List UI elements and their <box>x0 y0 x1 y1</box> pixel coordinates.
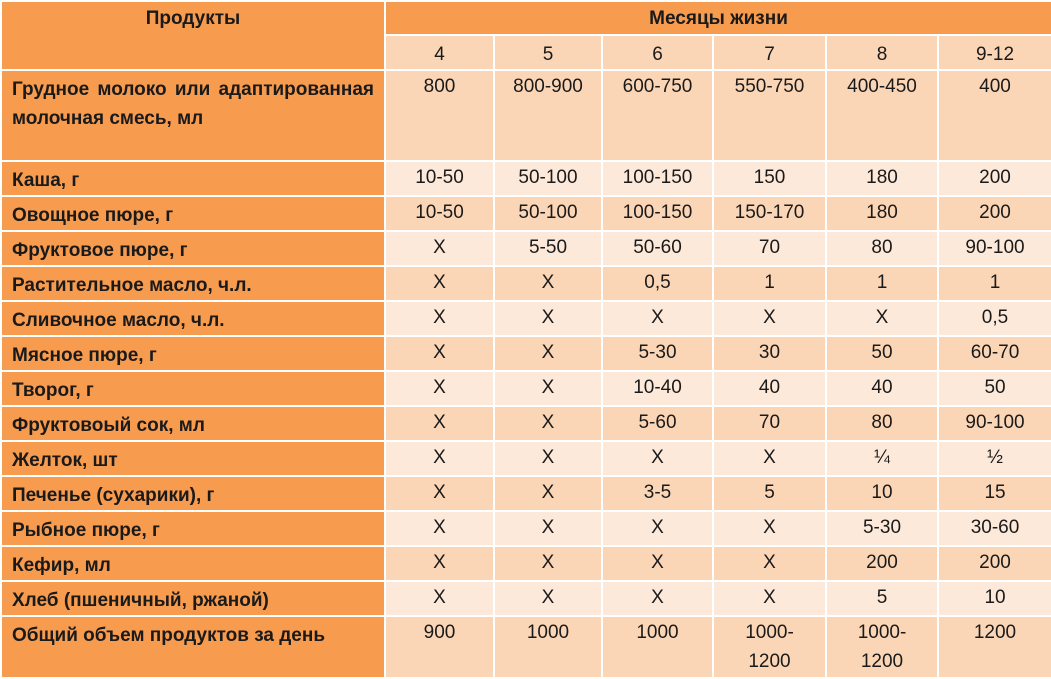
table-row <box>1 371 1051 406</box>
value-cell: 550-750 <box>713 70 826 161</box>
value-cell: Х <box>385 406 494 441</box>
value-cell: ½ <box>938 441 1051 476</box>
table-row <box>1 476 1051 511</box>
table-row <box>1 231 1051 266</box>
value-cell: 150-170 <box>713 196 826 231</box>
value-cell: ¼ <box>826 441 938 476</box>
value-cell: 0,5 <box>602 266 713 301</box>
value-cell: 10-50 <box>385 161 494 196</box>
table-row <box>1 511 1051 546</box>
value-cell: 400-450 <box>826 70 938 161</box>
month-cell: 7 <box>713 35 826 70</box>
value-cell: 50 <box>938 371 1051 406</box>
value-cell: Х <box>494 266 602 301</box>
value-cell: Х <box>385 476 494 511</box>
value-cell <box>713 616 826 678</box>
value-cell: 400 <box>938 70 1051 161</box>
table-row <box>1 441 1051 476</box>
product-cell: Фруктовоый сок, мл <box>1 406 385 441</box>
value-cell: Х <box>713 441 826 476</box>
value-cell: 80 <box>826 406 938 441</box>
value-cell: 600-750 <box>602 70 713 161</box>
value-cell: 80 <box>826 231 938 266</box>
product-cell: Общий объем продуктов за день <box>1 616 385 678</box>
value-cell: 5-60 <box>602 406 713 441</box>
value-cell: 50-100 <box>494 196 602 231</box>
value-cell: 5-30 <box>602 336 713 371</box>
value-line: 1000- <box>745 622 794 643</box>
product-cell: Каша, г <box>1 161 385 196</box>
value-cell: Х <box>385 511 494 546</box>
value-cell: Х <box>385 546 494 581</box>
value-cell: 100-150 <box>602 161 713 196</box>
value-cell: 5 <box>826 581 938 616</box>
month-cell: 8 <box>826 35 938 70</box>
product-cell: Желток, шт <box>1 441 385 476</box>
value-cell: 1 <box>826 266 938 301</box>
product-cell: Грудное молоко или адаптированная молочная смесь, мл <box>1 70 385 161</box>
value-cell: 200 <box>938 196 1051 231</box>
value-cell: 50-100 <box>494 161 602 196</box>
value-cell: Х <box>385 266 494 301</box>
value-cell: 100-150 <box>602 196 713 231</box>
value-cell: Х <box>494 441 602 476</box>
value-line: 1200 <box>748 651 791 672</box>
value-cell: Х <box>713 301 826 336</box>
value-cell: 5-30 <box>826 511 938 546</box>
table-row <box>1 266 1051 301</box>
value-cell: Х <box>494 371 602 406</box>
product-cell: Творог, г <box>1 371 385 406</box>
product-cell: Печенье (сухарики), г <box>1 476 385 511</box>
table-row <box>1 196 1051 231</box>
value-cell: 70 <box>713 406 826 441</box>
value-cell: Х <box>602 511 713 546</box>
value-cell: 180 <box>826 161 938 196</box>
table-row <box>1 336 1051 371</box>
value-cell <box>826 616 938 678</box>
value-cell: 200 <box>938 546 1051 581</box>
value-cell: Х <box>494 581 602 616</box>
value-cell: Х <box>602 546 713 581</box>
month-cell: 4 <box>385 35 494 70</box>
value-cell: Х <box>826 301 938 336</box>
value-cell: 800-900 <box>494 70 602 161</box>
product-cell: Овощное пюре, г <box>1 196 385 231</box>
value-cell: 5 <box>713 476 826 511</box>
product-cell: Фруктовое пюре, г <box>1 231 385 266</box>
value-cell: Х <box>385 581 494 616</box>
table-row <box>1 301 1051 336</box>
value-line: 1000- <box>857 622 907 643</box>
value-cell: 1000 <box>602 616 713 678</box>
value-cell: Х <box>494 546 602 581</box>
value-cell: Х <box>713 546 826 581</box>
value-cell: Х <box>713 511 826 546</box>
month-cell: 9-12 <box>938 35 1051 70</box>
table-row <box>1 581 1051 616</box>
value-cell: Х <box>602 441 713 476</box>
value-cell: 40 <box>826 371 938 406</box>
value-cell: Х <box>494 511 602 546</box>
table-row <box>1 70 1051 161</box>
value-cell: 900 <box>385 616 494 678</box>
value-cell: Х <box>713 581 826 616</box>
value-cell: Х <box>385 336 494 371</box>
product-cell: Растительное масло, ч.л. <box>1 266 385 301</box>
value-cell: Х <box>494 476 602 511</box>
table-row <box>1 406 1051 441</box>
value-cell: 200 <box>826 546 938 581</box>
value-cell: 50 <box>826 336 938 371</box>
value-cell: 10-40 <box>602 371 713 406</box>
value-cell: Х <box>494 301 602 336</box>
value-cell: 3-5 <box>602 476 713 511</box>
header-row <box>1 1 1051 35</box>
value-cell: 800 <box>385 70 494 161</box>
value-cell: 50-60 <box>602 231 713 266</box>
value-cell: Х <box>385 231 494 266</box>
month-cell: 6 <box>602 35 713 70</box>
product-cell: Кефир, мл <box>1 546 385 581</box>
months-header: Месяцы жизни <box>385 1 1051 35</box>
value-cell: 1 <box>938 266 1051 301</box>
value-cell: Х <box>385 371 494 406</box>
value-line: 1200 <box>860 651 904 672</box>
product-cell: Хлеб (пшеничный, ржаной) <box>1 581 385 616</box>
table-row <box>1 161 1051 196</box>
value-cell: 1000 <box>494 616 602 678</box>
value-cell: 15 <box>938 476 1051 511</box>
product-cell: Рыбное пюре, г <box>1 511 385 546</box>
value-cell: Х <box>602 301 713 336</box>
value-cell: 30 <box>713 336 826 371</box>
value-cell: 40 <box>713 371 826 406</box>
value-cell: 1200 <box>938 616 1051 678</box>
value-cell: 60-70 <box>938 336 1051 371</box>
table-row <box>1 616 1051 678</box>
value-cell: Х <box>494 336 602 371</box>
value-cell: 1 <box>713 266 826 301</box>
value-cell: Х <box>602 581 713 616</box>
value-cell: Х <box>385 441 494 476</box>
value-cell: 10 <box>938 581 1051 616</box>
products-header: Продукты <box>1 1 385 70</box>
value-cell: 200 <box>938 161 1051 196</box>
product-cell: Мясное пюре, г <box>1 336 385 371</box>
value-cell: 70 <box>713 231 826 266</box>
value-cell: 5-50 <box>494 231 602 266</box>
value-cell: Х <box>494 406 602 441</box>
product-cell: Сливочное масло, ч.л. <box>1 301 385 336</box>
value-cell: 0,5 <box>938 301 1051 336</box>
value-cell: 150 <box>713 161 826 196</box>
value-cell: 10 <box>826 476 938 511</box>
value-cell: 180 <box>826 196 938 231</box>
value-cell: 10-50 <box>385 196 494 231</box>
value-cell: 90-100 <box>938 231 1051 266</box>
table-row <box>1 546 1051 581</box>
value-cell: 30-60 <box>938 511 1051 546</box>
value-cell: Х <box>385 301 494 336</box>
month-cell: 5 <box>494 35 602 70</box>
value-cell: 90-100 <box>938 406 1051 441</box>
